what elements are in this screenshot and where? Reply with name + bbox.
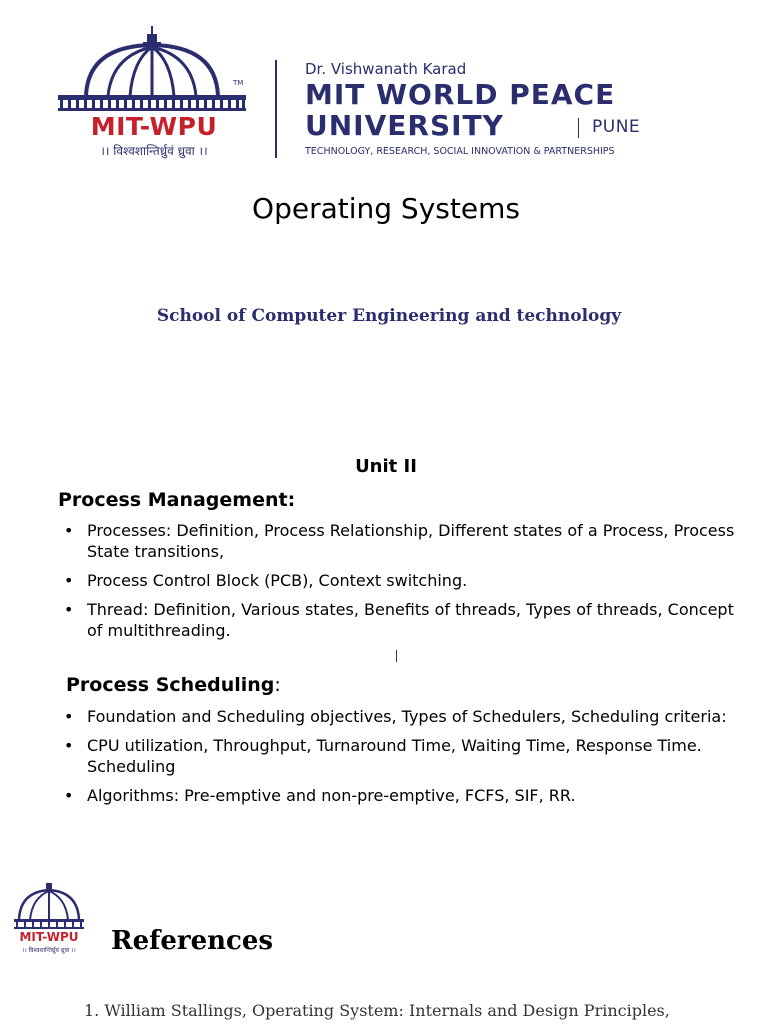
references-heading: References (111, 926, 274, 956)
university-name-line2: UNIVERSITY (305, 109, 504, 142)
header-divider (275, 60, 277, 158)
list-item: • Thread: Definition, Various states, Benefits of threads, Types of threads, Concept of multithreading. (58, 599, 738, 641)
heading-colon: : (274, 674, 281, 696)
page-title: Operating Systems (252, 192, 520, 225)
process-scheduling-heading (66, 674, 281, 696)
list-item: • Process Control Block (PCB), Context switching. (58, 570, 738, 591)
process-scheduling-list (58, 706, 738, 814)
dome-emblem-icon (56, 24, 252, 114)
references-list (84, 1001, 670, 1020)
unit-heading: Unit II (355, 456, 417, 477)
school-name: School of Computer Engineering and technology (156, 306, 622, 326)
list-item: • Algorithms: Pre-emptive and non-pre-emptive, FCFS, SIF, RR. (58, 785, 738, 806)
list-item: • CPU utilization, Throughput, Turnaround Time, Waiting Time, Response Time. Scheduling (58, 735, 738, 777)
process-scheduling-heading-text: Process Scheduling (66, 674, 275, 696)
list-item: • Foundation and Scheduling objectives, Types of Schedulers, Scheduling criteria: (58, 706, 738, 727)
small-mit-wpu-logo (10, 880, 88, 960)
university-subtitle: Dr. Vishwanath Karad (305, 60, 467, 78)
list-item: • Processes: Definition, Process Relationship, Different states of a Process, Process State transitions, (58, 520, 738, 562)
trademark-symbol: TM (233, 79, 244, 87)
university-tagline: TECHNOLOGY, RESEARCH, SOCIAL INNOVATION & PARTNERSHIPS (305, 146, 615, 157)
university-name-line1: MIT WORLD PEACE (305, 78, 616, 111)
small-dome-emblem-icon (10, 880, 88, 930)
university-name-block (305, 60, 705, 170)
mit-wpu-logo (56, 24, 252, 164)
text-cursor (396, 650, 397, 662)
university-city: PUNE (592, 117, 641, 137)
city-separator (578, 118, 579, 138)
brand-mark: MIT-WPU (90, 112, 218, 141)
process-management-list (58, 520, 738, 649)
reference-item: 1. William Stallings, Operating System: Internals and Design Principles, (84, 1001, 670, 1020)
process-management-heading: Process Management: (58, 489, 296, 511)
motto: ।। विश्वशान्तिर्ध्रुवं ध्रुवा ।। (100, 144, 208, 158)
small-brand-mark: MIT-WPU (19, 930, 79, 944)
small-motto: ।। विश्वशान्तिर्ध्रुवं ध्रुवा ।। (22, 947, 76, 954)
